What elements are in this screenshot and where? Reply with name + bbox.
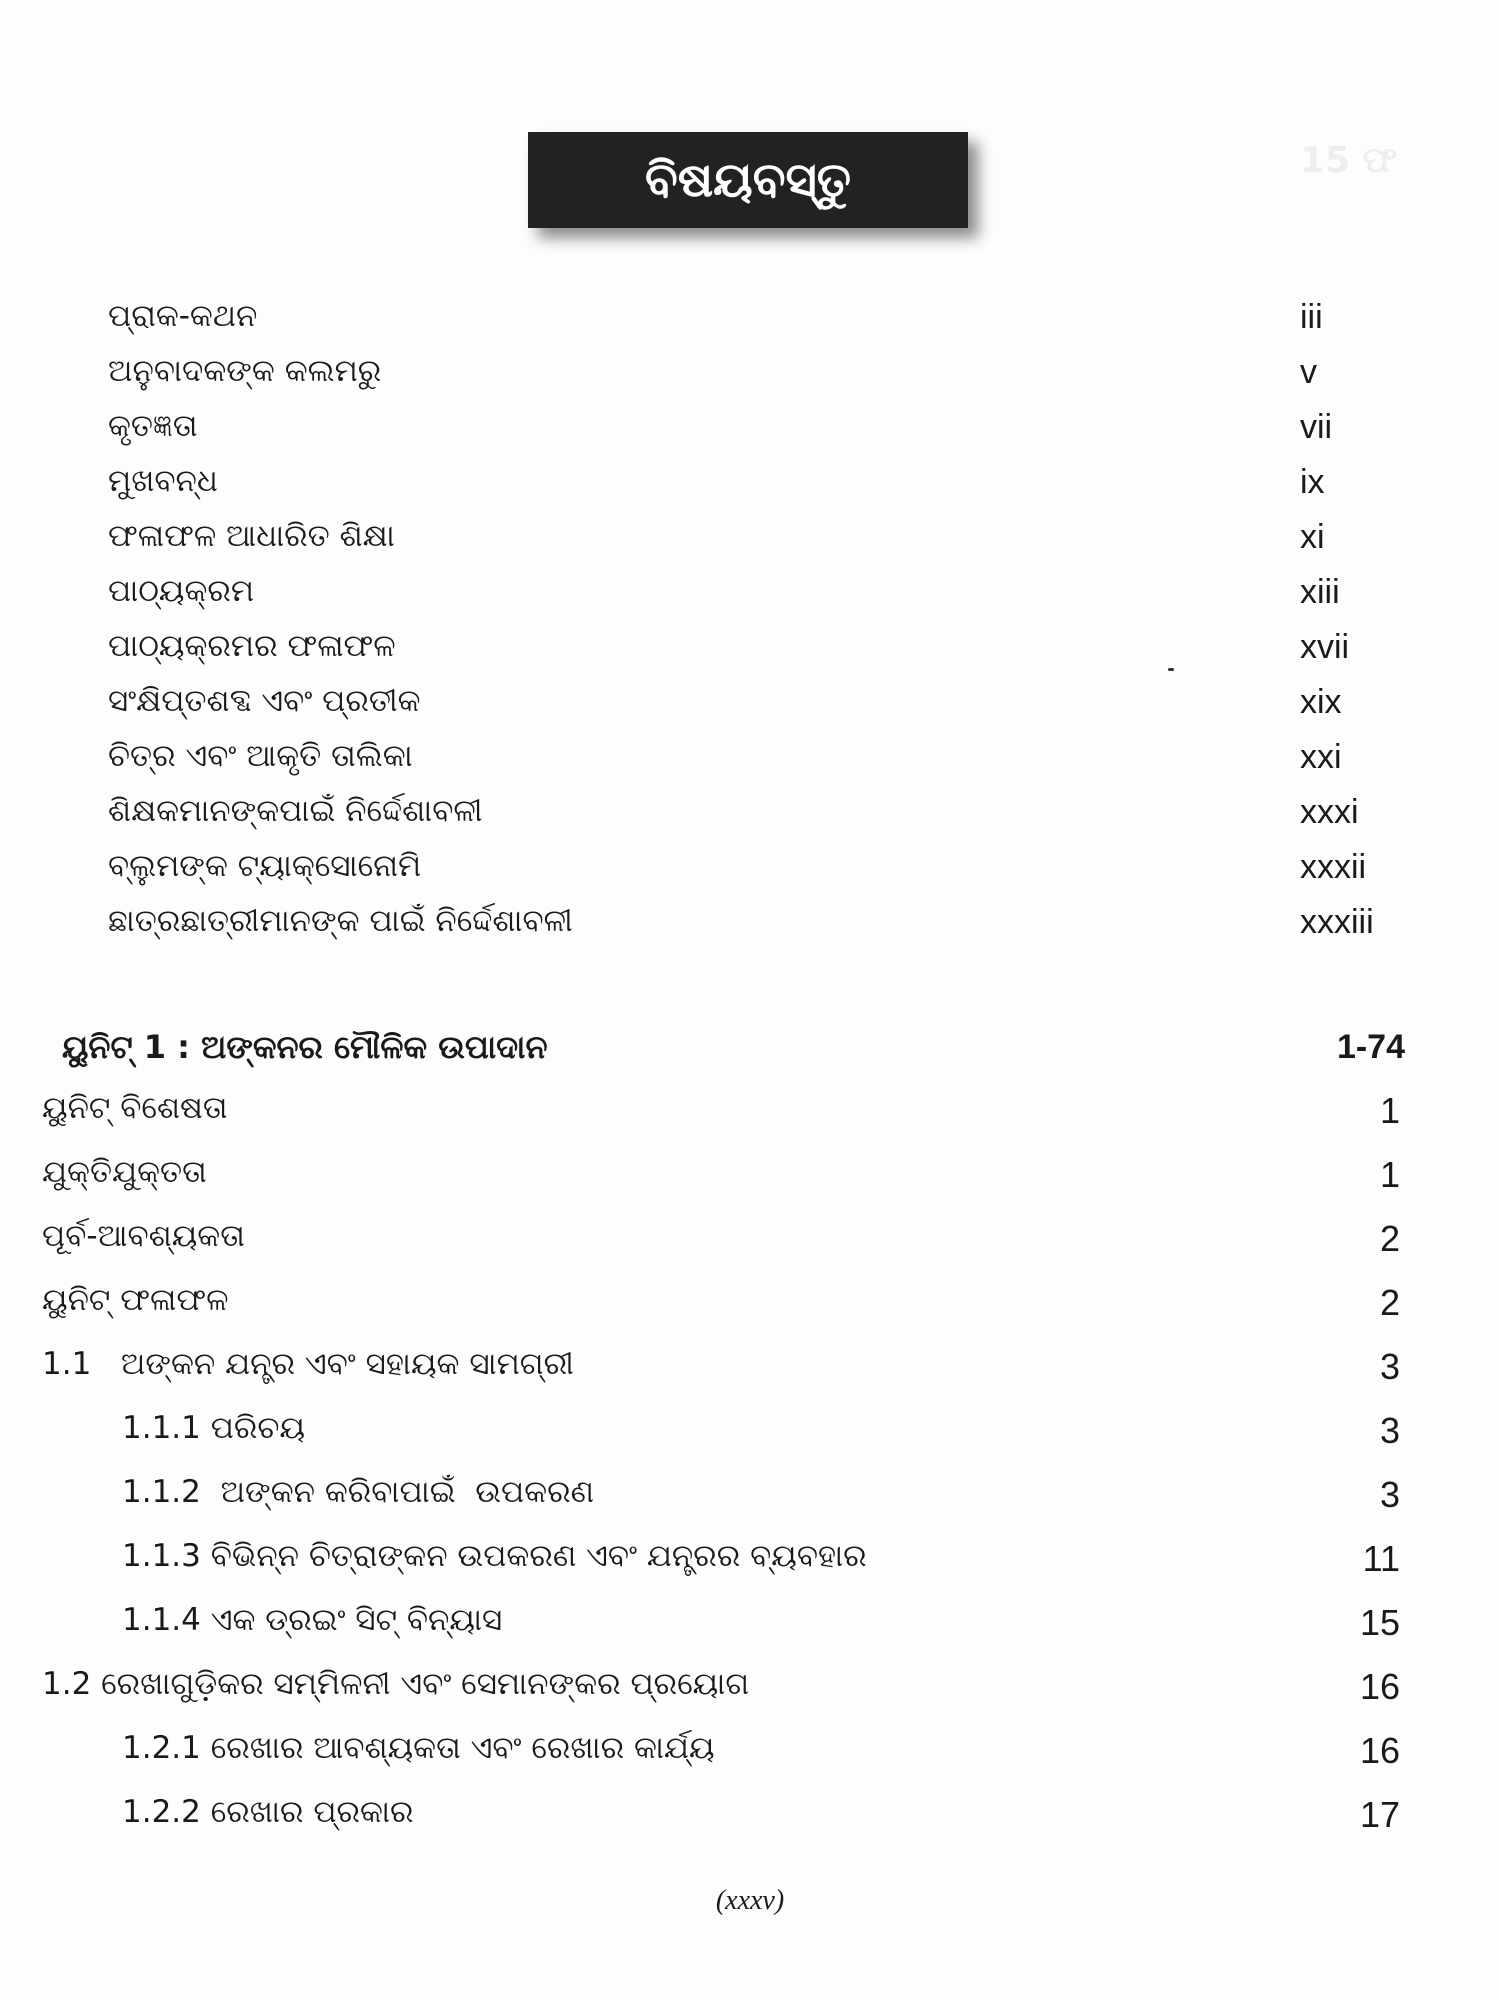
toc-row-front — [0, 518, 1500, 568]
toc-entry-page: 1 — [1379, 1154, 1400, 1195]
toc-entry-label: 1.2.2 ରେଖାର ପ୍ରକାର — [122, 1794, 414, 1830]
toc-row-sub — [0, 1410, 1500, 1460]
toc-entry-page: 16 — [1359, 1666, 1400, 1707]
toc-entry-label: 1.1.1 ପରିଚୟ — [122, 1410, 306, 1446]
toc-entry-page: xiii — [1300, 573, 1340, 611]
toc-entry-page: 3 — [1379, 1410, 1400, 1451]
toc-entry-page: 2 — [1379, 1282, 1400, 1323]
toc-entry-label: ପାଠ୍ୟକ୍ରମର ଫଳାଫଳ — [108, 628, 396, 664]
toc-entry-page: 11 — [1362, 1538, 1400, 1579]
toc-entry-page: iii — [1300, 298, 1323, 336]
toc-entry-page: 2 — [1379, 1218, 1400, 1259]
toc-entry-page: xxxi — [1300, 793, 1359, 831]
toc-entry-page: vii — [1300, 408, 1333, 446]
toc-entry-label: 1.2 ରେଖାଗୁଡ଼ିକର ସମ୍ମିଳନୀ ଏବଂ ସେମାନଙ୍କର ପ୍ରୟୋଗ — [42, 1666, 750, 1702]
unit-page-range: 1-74 — [1336, 1028, 1405, 1066]
toc-row-front — [0, 463, 1500, 513]
toc-row-sub — [0, 1730, 1500, 1780]
toc-row — [0, 1218, 1500, 1268]
bleed-through-text: 15 ଫ — [1300, 140, 1398, 181]
toc-entry-page: xi — [1300, 518, 1325, 556]
toc-entry-label: 1.1.3 ବିଭିନ୍ନ ଚିତ୍ରାଙ୍କନ ଉପକରଣ ଏବଂ ଯନ୍ତ୍ରର ବ୍ୟବହାର — [122, 1538, 867, 1574]
toc-entry-label: 1.1.4 ଏକ ଡ୍ରଇଂ ସିଟ୍ ବିନ୍ୟାସ — [122, 1602, 503, 1638]
toc-unit-heading — [0, 1028, 1500, 1078]
toc-entry-label: ଫଳାଫଳ ଆଧାରିତ ଶିକ୍ଷା — [108, 518, 395, 554]
toc-entry-label: ପାଠ୍ୟକ୍ରମ — [108, 573, 255, 609]
toc-entry-label: ବ୍ଲୁମଙ୍କ ଟ୍ୟାକ୍ସୋନୋମି — [108, 848, 422, 884]
toc-entry-label: ଚିତ୍ର ଏବଂ ଆକୃତି ତାଲିକା — [108, 738, 413, 774]
toc-entry-label: ପୂର୍ବ-ଆବଶ୍ୟକତା — [42, 1218, 245, 1254]
toc-entry-page: xxi — [1300, 738, 1342, 776]
toc-entry-page: 3 — [1379, 1474, 1400, 1515]
toc-row-sub — [0, 1538, 1500, 1588]
toc-row-front — [0, 408, 1500, 458]
toc-row — [0, 1666, 1500, 1716]
toc-row-front — [0, 793, 1500, 843]
toc-entry-page: 17 — [1359, 1794, 1400, 1835]
toc-entry-page: xix — [1300, 683, 1342, 721]
toc-entry-label: 1.1 ଅଙ୍କନ ଯନ୍ତ୍ର ଏବଂ ସହାୟକ ସାମଗ୍ରୀ — [42, 1346, 574, 1382]
toc-entry-label: ୟୁନିଟ୍ ବିଶେଷତା — [42, 1090, 228, 1126]
toc-entry-page: v — [1300, 353, 1317, 391]
toc-row-front — [0, 573, 1500, 623]
toc-entry-page: xxxiii — [1300, 903, 1374, 941]
toc-entry-label: ସଂକ୍ଷିପ୍ତଶବ୍ଦ ଏବଂ ପ୍ରତୀକ — [108, 683, 421, 719]
toc-entry-label: ପ୍ରାକ-କଥନ — [108, 298, 258, 334]
toc-row-front — [0, 848, 1500, 898]
toc-entry-page: xxxii — [1300, 848, 1367, 886]
toc-row-sub — [0, 1474, 1500, 1524]
toc-entry-label: ଅନୁବାଦକଙ୍କ କଲମରୁ — [108, 353, 382, 389]
toc-entry-page: ix — [1300, 463, 1325, 501]
unit-title: ୟୁନିଟ୍ 1 : ଅଙ୍କନର ମୌଳିକ ଉପାଦାନ — [62, 1028, 548, 1066]
toc-row-front — [0, 628, 1500, 678]
toc-entry-page: 15 — [1359, 1602, 1400, 1643]
toc-entry-label: କୃତଜ୍ଞତା — [108, 408, 198, 444]
toc-entry-label: ମୁଖବନ୍ଧ — [108, 463, 218, 499]
toc-row-front — [0, 903, 1500, 953]
toc-entry-label: ଯୁକ୍ତିଯୁକ୍ତତା — [42, 1154, 207, 1190]
toc-entry-page: 3 — [1379, 1346, 1400, 1387]
toc-entry-label: ଛାତ୍ରଛାତ୍ରୀମାନଙ୍କ ପାଇଁ ନିର୍ଦ୍ଦେଶାବଳୀ — [108, 903, 573, 939]
toc-entry-label: ଶିକ୍ଷକମାନଙ୍କପାଇଁ ନିର୍ଦ୍ଦେଶାବଳୀ — [108, 793, 483, 829]
toc-row-sub — [0, 1794, 1500, 1844]
toc-row-front — [0, 738, 1500, 788]
toc-row-front — [0, 353, 1500, 403]
toc-row-front — [0, 683, 1500, 733]
toc-row — [0, 1090, 1500, 1140]
toc-entry-label: ୟୁନିଟ୍ ଫଳାଫଳ — [42, 1282, 229, 1318]
toc-row — [0, 1282, 1500, 1332]
toc-entry-page: 16 — [1359, 1730, 1400, 1771]
toc-row-front — [0, 298, 1500, 348]
page-folio: (xxxv) — [715, 1885, 785, 1916]
contents-title: ବିଷୟବସ୍ତୁ — [528, 132, 968, 228]
toc-entry-page: xvii — [1300, 628, 1350, 666]
toc-row-sub — [0, 1602, 1500, 1652]
print-speck — [1168, 668, 1174, 671]
toc-row — [0, 1154, 1500, 1204]
toc-entry-label: 1.2.1 ରେଖାର ଆବଶ୍ୟକତା ଏବଂ ରେଖାର କାର୍ଯ୍ୟ — [122, 1730, 715, 1766]
toc-entry-label: 1.1.2 ଅଙ୍କନ କରିବାପାଇଁ ଉପକରଣ — [122, 1474, 595, 1510]
toc-entry-page: 1 — [1379, 1090, 1400, 1131]
toc-row — [0, 1346, 1500, 1396]
